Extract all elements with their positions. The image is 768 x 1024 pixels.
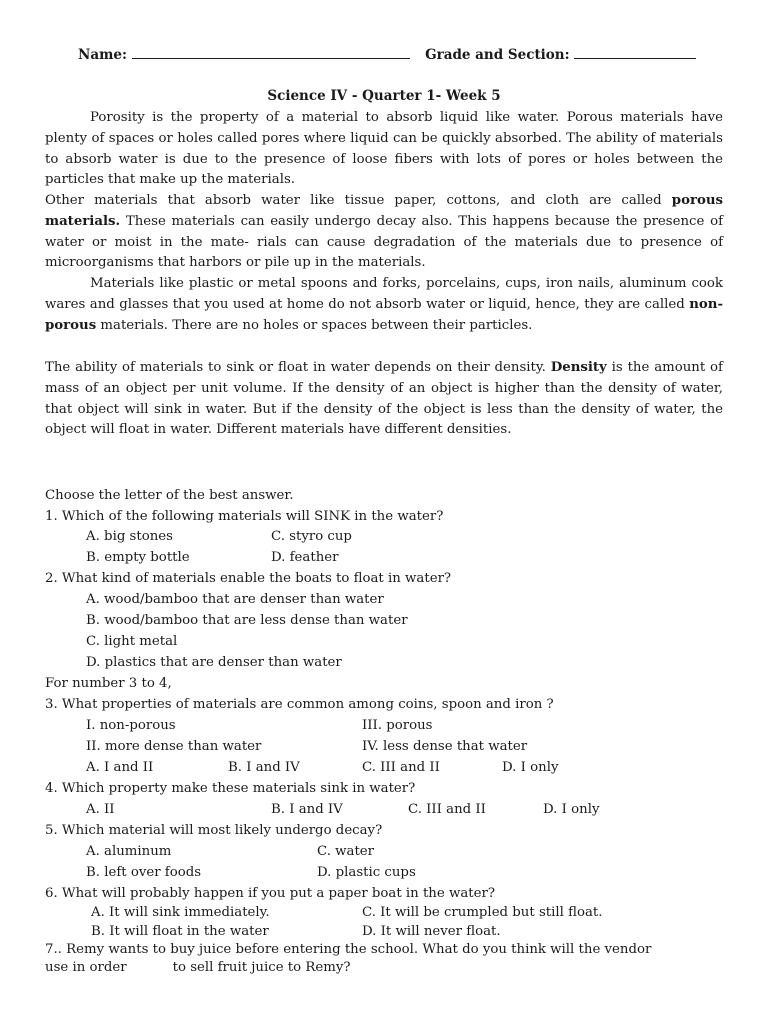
name-label: Name:	[78, 47, 127, 63]
question-6: 6. What will probably happen if you put a paper boat in the water?	[45, 886, 495, 901]
p4-text-b: is the amount of mass of an object per unit volume. If the density of an object is higher than the density of water, that object will sink in water. But if the density of the object is less than the density of water, the object will float in water. Different materials have different densities.	[45, 360, 723, 438]
question-2: 2. What kind of materials enable the boats to float in water?	[45, 571, 452, 586]
q7-text-b: to sell fruit juice to Remy?	[172, 960, 351, 975]
q1-option-d[interactable]: D. feather	[271, 550, 339, 565]
q2-option-d[interactable]: D. plastics that are denser than water	[86, 655, 342, 670]
question-7-line-2	[45, 958, 351, 978]
q3-option-a[interactable]: A. I and II	[86, 760, 154, 775]
q3-option-b[interactable]: B. I and IV	[228, 760, 300, 775]
q5-option-b[interactable]: B. left over foods	[86, 865, 202, 880]
q3-item-iii: III. porous	[362, 718, 433, 733]
page-title: Science IV - Quarter 1- Week 5	[267, 88, 501, 104]
q5-option-a[interactable]: A. aluminum	[86, 844, 172, 859]
q4-option-d[interactable]: D. I only	[543, 802, 600, 817]
p2-text-b: These materials can easily undergo decay also. This happens because the presence of water or moist in the mate- rials can cause degradation of the materials due to presence of microorganisms that harbors or pile up in the materials.	[45, 213, 723, 271]
group-note: For number 3 to 4,	[45, 676, 172, 691]
q5-option-c[interactable]: C. water	[317, 844, 375, 859]
q3-option-c[interactable]: C. III and II	[362, 760, 440, 775]
quiz-instruction: Choose the letter of the best answer.	[45, 488, 294, 503]
q1-option-a[interactable]: A. big stones	[86, 529, 173, 544]
q4-option-c[interactable]: C. III and II	[408, 802, 486, 817]
q6-option-d[interactable]: D. It will never float.	[362, 924, 501, 939]
paragraph-porosity: Porosity is the property of a material to absorb liquid like water. Porous materials have plenty of spaces or holes called pores where liquid can be quickly absorbed. The ability of materials to absorb water is due to the presence of loose fibers with lots of pores or holes between the particles that make up the materials.	[45, 110, 723, 188]
paragraph-density	[45, 358, 723, 441]
q2-option-a[interactable]: A. wood/bamboo that are denser than water	[86, 592, 384, 607]
q6-option-b[interactable]: B. It will float in the water	[91, 924, 269, 939]
q1-option-b[interactable]: B. empty bottle	[86, 550, 190, 565]
question-4: 4. Which property make these materials sink in water?	[45, 781, 416, 796]
question-5: 5. Which material will most likely undergo decay?	[45, 823, 383, 838]
grade-section-blank[interactable]	[574, 57, 696, 59]
q3-item-ii: II. more dense than water	[86, 739, 262, 754]
q5-option-d[interactable]: D. plastic cups	[317, 865, 416, 880]
p3-bold-term: non-porous	[45, 296, 723, 333]
paragraph-porous-materials	[45, 191, 723, 274]
q2-option-b[interactable]: B. wood/bamboo that are less dense than water	[86, 613, 408, 628]
q6-option-a[interactable]: A. It will sink immediately.	[91, 905, 270, 920]
header-fields	[78, 47, 698, 63]
q3-item-iv: IV. less dense that water	[362, 739, 528, 754]
q7-text-a: use in order	[45, 960, 127, 975]
grade-section-label: Grade and Section:	[425, 47, 570, 63]
p4-text-a: The ability of materials to sink or float in water depends on their density.	[45, 360, 551, 375]
q3-item-i: I. non-porous	[86, 718, 176, 733]
name-blank[interactable]	[132, 57, 410, 59]
p4-bold-term: Density	[550, 360, 607, 375]
question-3: 3. What properties of materials are common among coins, spoon and iron ?	[45, 697, 554, 712]
p2-bold-term: porous materials.	[45, 193, 723, 229]
question-1: 1. Which of the following materials will SINK in the water?	[45, 509, 444, 524]
p3-text-a: Materials like plastic or metal spoons and forks, porcelains, cups, iron nails, aluminum cook wares and glasses that you used at home do not absorb water or liquid, hence, they are called	[45, 276, 723, 312]
q4-option-a[interactable]: A. II	[86, 802, 115, 817]
p3-text-b: materials. There are no holes or spaces between their particles.	[96, 317, 533, 333]
question-7-line-1: 7.. Remy wants to buy juice before entering the school. What do you think will the vendor	[45, 942, 652, 957]
q6-option-c[interactable]: C. It will be crumpled but still float.	[362, 905, 603, 920]
q1-option-c[interactable]: C. styro cup	[271, 529, 352, 544]
paragraph-non-porous	[45, 274, 723, 336]
q2-option-c[interactable]: C. light metal	[86, 634, 178, 649]
q3-option-d[interactable]: D. I only	[502, 760, 559, 775]
q4-option-b[interactable]: B. I and IV	[271, 802, 343, 817]
p2-text-a: Other materials that absorb water like tissue paper, cottons, and cloth are called	[45, 193, 672, 208]
